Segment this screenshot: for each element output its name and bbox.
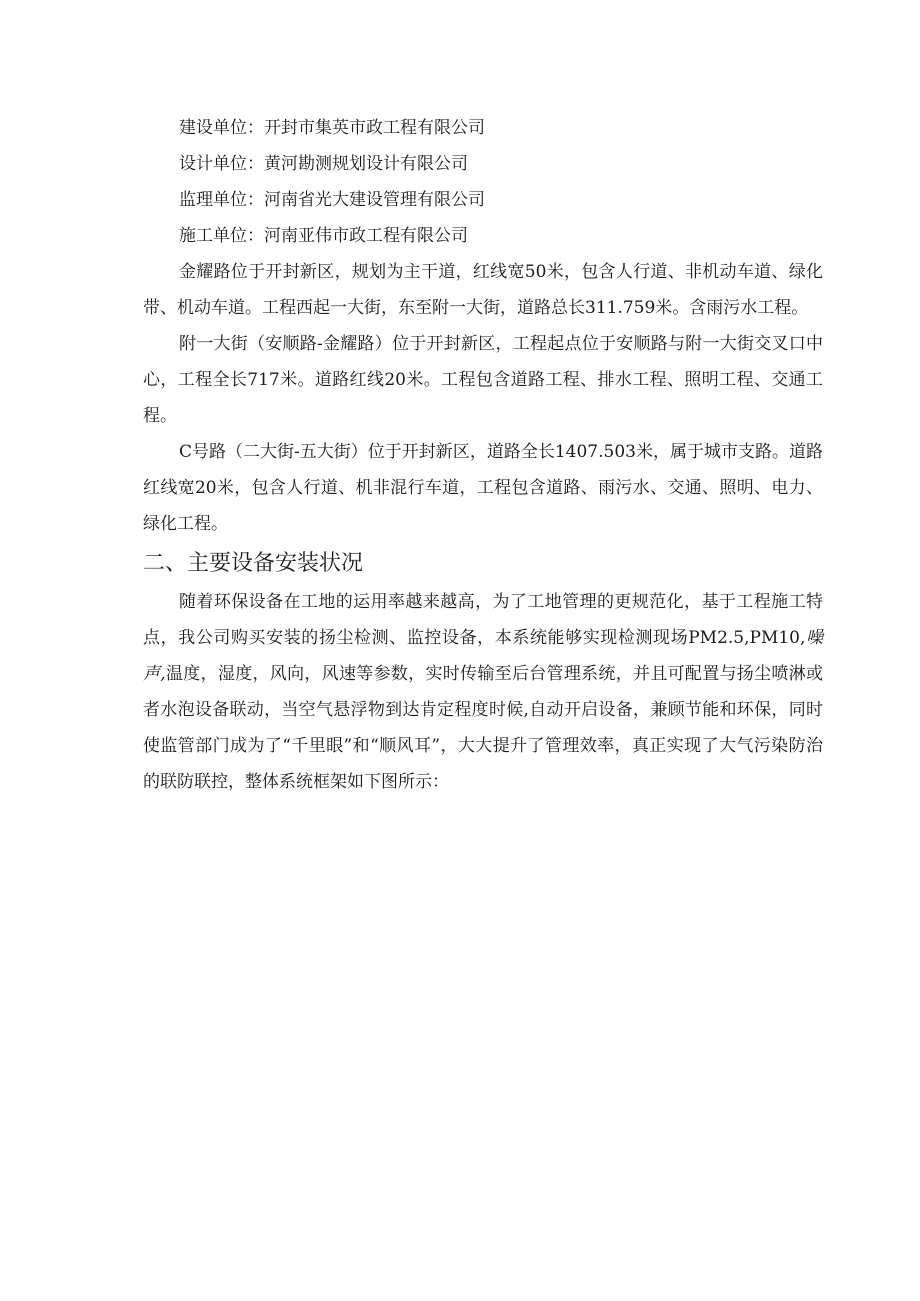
equipment-text-part1: 随着环保设备在工地的运用率越来越高，为了工地管理的更规范化，基于工程施工特点，我公司购买安装的扬尘检测、监控设备，本系统能够实现检测现场PM2.5,PM10, bbox=[143, 592, 823, 648]
document-body bbox=[143, 110, 823, 800]
paragraph-c-road: C号路（二大街-五大街）位于开封新区，道路全长1407.503米，属于城市支路。道路红线宽20米，包含人行道、机非混行车道，工程包含道路、雨污水、交通、照明、电力、绿化工程。 bbox=[143, 442, 823, 534]
supervision-unit-line bbox=[143, 182, 823, 218]
paragraph-jinyao-road: 金耀路位于开封新区，规划为主干道，红线宽50米，包含人行道、非机动车道、绿化带、机动车道。工程西起一大街，东至附一大街，道路总长311.759米。含雨污水工程。 bbox=[143, 262, 823, 318]
equipment-text-part2: 温度，湿度，风向，风速等参数，实时传输至后台管理系统，并且可配置与扬尘喷淋或者水泡设备联动，当空气悬浮物到达肯定程度时候,自动开启设备，兼顾节能和环保，同时使监管部门成为了“千里眼”和“顺风耳”，大大提升了管理效率，真正实现了大气污染防治的联防联控，整体系统框架如下图所示： bbox=[143, 664, 823, 792]
section-heading-equipment: 二、主要设备安装状况 bbox=[143, 551, 364, 576]
design-unit-label: 设计单位： bbox=[179, 154, 264, 174]
design-unit-line bbox=[143, 146, 823, 182]
contractor-unit-line bbox=[143, 218, 823, 254]
construction-unit-value: 开封市集英市政工程有限公司 bbox=[264, 118, 485, 138]
construction-unit-label: 建设单位： bbox=[179, 118, 264, 138]
construction-unit-line bbox=[143, 110, 823, 146]
supervision-unit-label: 监理单位： bbox=[179, 190, 264, 210]
paragraph-fuyi-street: 附一大街（安顺路-金耀路）位于开封新区，工程起点位于安顺路与附一大街交叉口中心，工程全长717米。道路红线20米。工程包含道路工程、排水工程、照明工程、交通工程。 bbox=[143, 334, 823, 426]
paragraph-equipment-installation bbox=[143, 584, 823, 800]
equipment-text-italic: 噪声, bbox=[143, 628, 823, 684]
contractor-unit-label: 施工单位： bbox=[179, 226, 264, 246]
design-unit-value: 黄河勘测规划设计有限公司 bbox=[264, 154, 468, 174]
contractor-unit-value: 河南亚伟市政工程有限公司 bbox=[264, 226, 468, 246]
supervision-unit-value: 河南省光大建设管理有限公司 bbox=[264, 190, 485, 210]
